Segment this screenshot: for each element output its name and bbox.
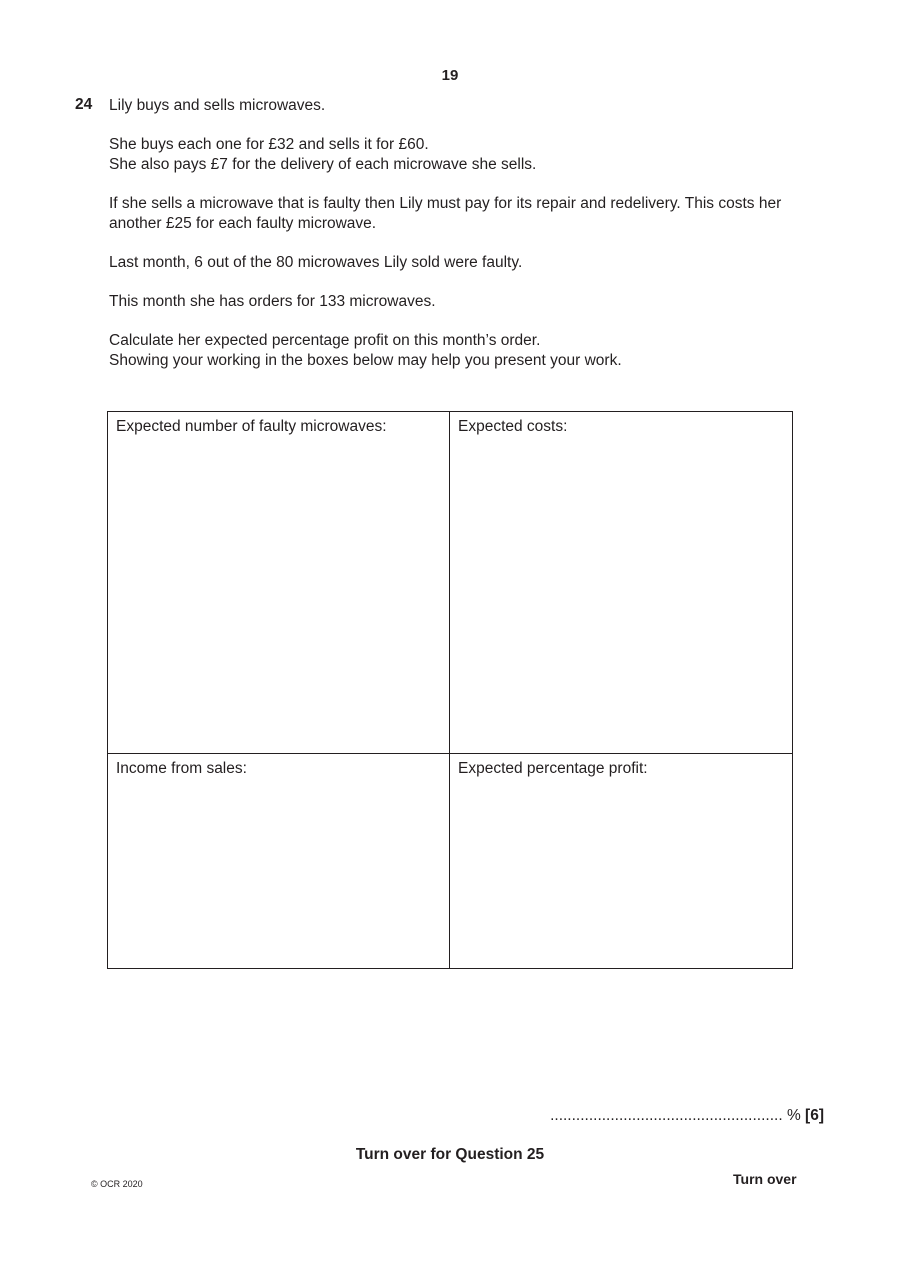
turn-over-label: Turn over <box>733 1171 797 1187</box>
answer-dots: ...................................................... <box>550 1107 783 1124</box>
question-paragraph-faulty: If she sells a microwave that is faulty then Lily must pay for its repair and redelivery. This costs her another £25 for each faulty microwave. <box>109 195 782 232</box>
turn-over-question-note: Turn over for Question 25 <box>355 1146 545 1163</box>
percentage-profit-label: Expected percentage profit: <box>458 760 648 777</box>
expected-costs-label: Expected costs: <box>458 418 568 435</box>
marks-label: [6] <box>805 1107 824 1124</box>
question-number: 24 <box>75 96 93 113</box>
income-from-sales-label: Income from sales: <box>116 760 247 777</box>
answer-unit: % <box>786 1107 801 1124</box>
answer-line[interactable] <box>550 1107 824 1125</box>
question-text <box>109 96 839 390</box>
question-paragraph-intro: Lily buys and sells microwaves. <box>109 97 326 114</box>
question-paragraph-instruction: Calculate her expected percentage profit on this month’s order. Showing your working in the boxes below may help you present your work. <box>109 332 622 369</box>
question-paragraph-orders: This month she has orders for 133 microwaves. <box>109 293 436 310</box>
working-grid <box>107 411 793 969</box>
expected-costs-box[interactable] <box>450 412 792 754</box>
copyright: © OCR 2020 <box>91 1179 143 1189</box>
income-from-sales-box[interactable] <box>108 754 450 968</box>
faulty-microwaves-label: Expected number of faulty microwaves: <box>116 418 387 435</box>
page-number: 19 <box>441 67 459 84</box>
percentage-profit-box[interactable] <box>450 754 792 968</box>
question-paragraph-prices: She buys each one for £32 and sells it for £60. She also pays £7 for the delivery of each microwave she sells. <box>109 136 537 173</box>
question-paragraph-last-month: Last month, 6 out of the 80 microwaves Lily sold were faulty. <box>109 254 523 271</box>
faulty-microwaves-box[interactable] <box>108 412 450 754</box>
